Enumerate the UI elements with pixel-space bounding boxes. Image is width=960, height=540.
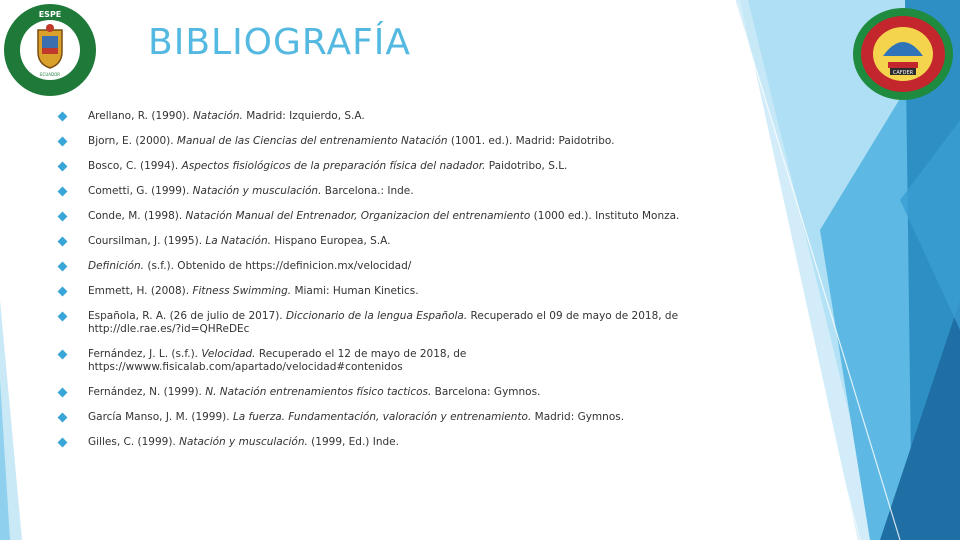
reference-item: García Manso, J. M. (1999). La fuerza. Fundamentación, valoración y entrenamiento. Madrid: Gymnos.: [58, 411, 738, 424]
diamond-bullet-icon: [58, 212, 68, 222]
page-title: BIBLIOGRAFÍA: [148, 22, 412, 63]
diamond-bullet-icon: [58, 438, 68, 448]
reference-item: Bosco, C. (1994). Aspectos fisiológicos de la preparación física del nadador. Paidotribo, S.L.: [58, 160, 738, 173]
cafder-seal-icon: [848, 4, 958, 104]
diamond-bullet-icon: [58, 137, 68, 147]
diamond-bullet-icon: [58, 388, 68, 398]
reference-item: Española, R. A. (26 de julio de 2017). Diccionario de la lengua Española. Recuperado el 09 de mayo de 2018, de http://dle.rae.es/?id=QHReDEc: [58, 310, 738, 336]
diamond-bullet-icon: [58, 312, 68, 322]
svg-text:ECUADOR: ECUADOR: [40, 72, 60, 77]
diamond-bullet-icon: [58, 413, 68, 423]
reference-item: Fernández, N. (1999). N. Natación entrenamientos físico tacticos. Barcelona: Gymnos.: [58, 386, 738, 399]
reference-item: Cometti, G. (1999). Natación y musculación. Barcelona.: Inde.: [58, 185, 738, 198]
diamond-bullet-icon: [58, 112, 68, 122]
reference-item: Definición. (s.f.). Obtenido de https://definicion.mx/velocidad/: [58, 260, 738, 273]
diamond-bullet-icon: [58, 162, 68, 172]
reference-item: Arellano, R. (1990). Natación. Madrid: Izquierdo, S.A.: [58, 110, 738, 123]
espe-logo-icon: [2, 2, 98, 98]
reference-item: Conde, M. (1998). Natación Manual del Entrenador, Organizacion del entrenamiento (1000 ed.). Instituto Monza.: [58, 210, 738, 223]
svg-text:CAFDER: CAFDER: [892, 70, 914, 76]
diamond-bullet-icon: [58, 237, 68, 247]
reference-item: Gilles, C. (1999). Natación y musculación. (1999, Ed.) Inde.: [58, 436, 738, 449]
diamond-bullet-icon: [58, 287, 68, 297]
svg-text:ESPE: ESPE: [38, 10, 62, 19]
reference-item: Fernández, J. L. (s.f.). Velocidad. Recuperado el 12 de mayo de 2018, de https://wwww.fisicalab.com/apartado/velocidad#contenidos: [58, 348, 738, 374]
reference-item: Emmett, H. (2008). Fitness Swimming. Miami: Human Kinetics.: [58, 285, 738, 298]
reference-item: Coursilman, J. (1995). La Natación. Hispano Europea, S.A.: [58, 235, 738, 248]
diamond-bullet-icon: [58, 262, 68, 272]
diamond-bullet-icon: [58, 350, 68, 360]
bibliography-list: [58, 110, 738, 461]
reference-item: Bjorn, E. (2000). Manual de las Ciencias del entrenamiento Natación (1001. ed.). Madrid: Paidotribo.: [58, 135, 738, 148]
diamond-bullet-icon: [58, 187, 68, 197]
